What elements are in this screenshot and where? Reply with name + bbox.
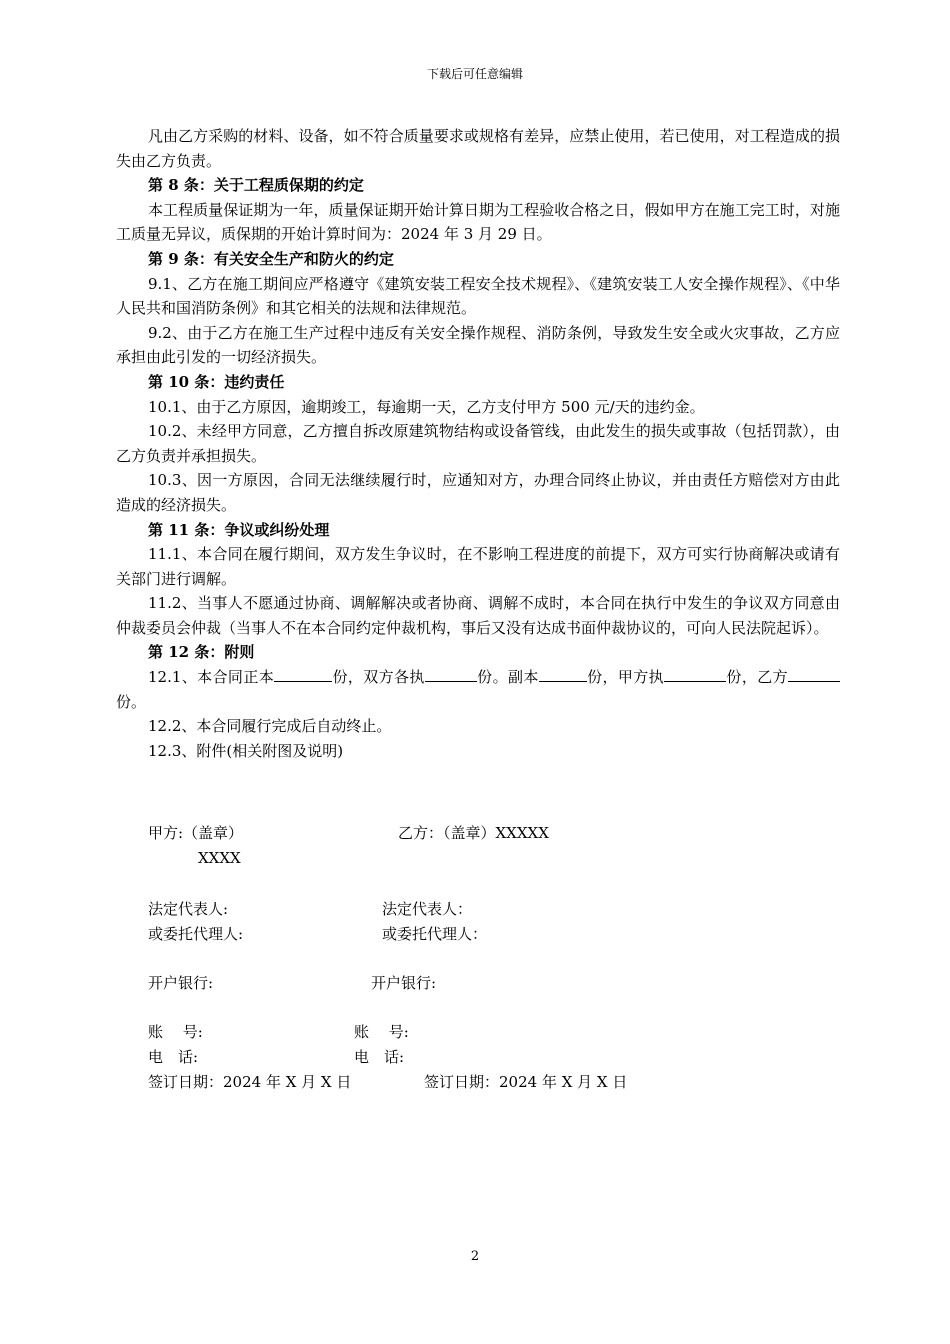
contract-body (116, 124, 840, 763)
paragraph-warranty: 本工程质量保证期为一年，质量保证期开始计算日期为工程验收合格之日，假如甲方在施工完工时，对施工质量无异议，质保期的开始计算时间为：2024 年 3 月 29 日。 (116, 200, 840, 244)
blank-copies-count (539, 665, 587, 682)
page-number: 2 (470, 1249, 480, 1264)
paragraph-10-1: 10.1、由于乙方原因，逾期竣工，每逾期一天，乙方支付甲方 500 元/天的违约金。 (148, 397, 705, 416)
paragraph-11-2: 11.2、当事人不愿通过协商、调解解决或者协商、调解不成时，本合同在执行中发生的争议双方同意由仲裁委员会仲裁（当事人不在本合同约定仲裁机构，事后又没有达成书面仲裁协议的，可向人民法院起诉）。 (116, 594, 840, 637)
party-b-seal-label: 乙方：（盖章）XXXXX (398, 824, 549, 842)
party-b-bank: 开户银行: (371, 974, 437, 992)
party-b-legal-rep: 法定代表人： (382, 900, 473, 918)
paragraph-10-3: 10.3、因一方原因，合同无法继续履行时，应通知对方，办理合同终止协议，并由责任方赔偿对方由此造成的经济损失。 (116, 471, 840, 514)
blank-originals-count (274, 665, 332, 682)
party-a-agent: 或委托代理人: (148, 925, 244, 943)
heading-article-11: 第 11 条：争议或纠纷处理 (148, 520, 330, 539)
blank-party-b-count-cont (808, 665, 840, 682)
clause-12-1-text: 12.1、本合同正本 (148, 668, 275, 687)
party-a-sign-date: 签订日期：2024 年 X 月 X 日 (148, 1073, 352, 1091)
party-b-sign-date: 签订日期：2024 年 X 月 X 日 (424, 1073, 628, 1091)
party-a-seal-label: 甲方:（盖章） (148, 824, 244, 842)
blank-party-a-count (664, 665, 726, 682)
party-a-phone: 电 话: (148, 1048, 199, 1066)
heading-article-9: 第 9 条：有关安全生产和防火的约定 (148, 249, 394, 268)
paragraph-materials: 凡由乙方采购的材料、设备，如不符合质量要求或规格有差异，应禁止使用，若已使用，对工程造成的损失由乙方负责。 (116, 127, 840, 170)
paragraph-12-3: 12.3、附件(相关附图及说明) (148, 741, 344, 760)
blank-each-party-count (425, 665, 477, 682)
paragraph-10-2: 10.2、未经甲方同意，乙方擅自拆改原建筑物结构或设备管线，由此发生的损失或事故（包括罚款），由乙方负责并承担损失。 (116, 422, 840, 465)
heading-article-12: 第 12 条：附则 (148, 643, 255, 662)
paragraph-9-2: 9.2、由于乙方在施工生产过程中违反有关安全操作规程、消防条例，导致发生安全或火灾事故，乙方应承担由此引发的一切经济损失。 (116, 323, 840, 367)
heading-article-8: 第 8 条：关于工程质保期的约定 (148, 176, 364, 195)
clause-12-1-text: 份，甲方执 (586, 668, 665, 687)
clause-12-1-text: 份。 (116, 692, 147, 711)
blank-party-b-count (788, 665, 808, 682)
header-note: 下载后可任意编辑 (426, 67, 523, 81)
paragraph-12-2: 12.2、本合同履行完成后自动终止。 (148, 717, 392, 736)
party-b-agent: 或委托代理人： (382, 925, 488, 943)
clause-12-1-text: 份。副本 (476, 668, 539, 687)
clause-12-1-text: 份，双方各执 (332, 668, 425, 687)
paragraph-9-1: 9.1、乙方在施工期间应严格遵守《建筑安装工程安全技术规程》、《建筑安装工人安全操作规程》、《中华人民共和国消防条例》和其它相关的法规和法律规范。 (116, 274, 840, 318)
paragraph-12-1 (116, 665, 840, 714)
party-b-phone: 电 话: (354, 1048, 405, 1066)
party-a-bank: 开户银行: (148, 974, 214, 992)
party-a-account: 账 号: (148, 1023, 203, 1041)
party-a-name: XXXX (198, 849, 241, 867)
clause-12-1-text: 份，乙方 (726, 668, 788, 687)
heading-article-10: 第 10 条：违约责任 (148, 372, 285, 391)
paragraph-11-1: 11.1、本合同在履行期间，双方发生争议时，在不影响工程进度的前提下，双方可实行协商解决或请有关部门进行调解。 (116, 545, 840, 588)
party-b-account: 账 号: (354, 1023, 409, 1041)
party-a-legal-rep: 法定代表人: (148, 900, 229, 918)
